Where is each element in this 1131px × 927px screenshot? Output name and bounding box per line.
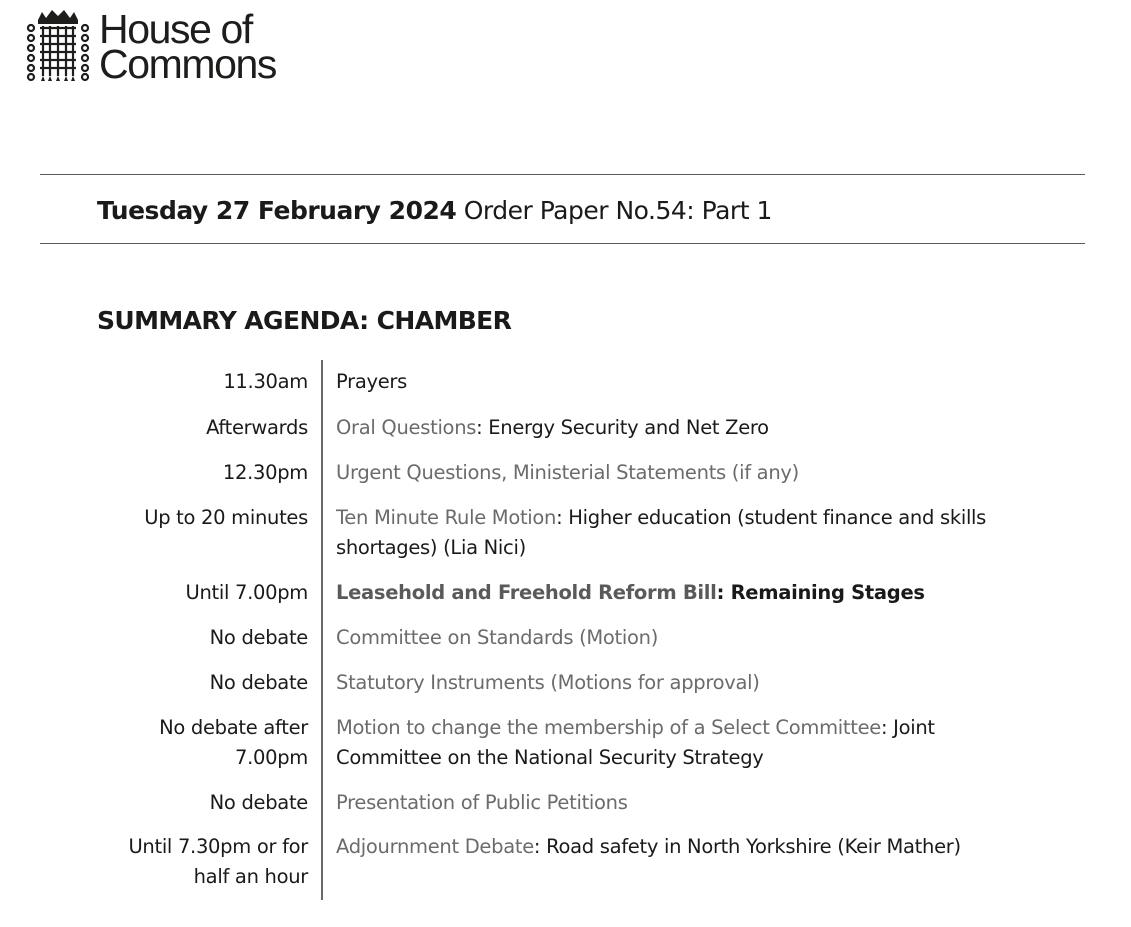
agenda-separator: :	[476, 416, 489, 439]
agenda-divider	[321, 360, 323, 900]
agenda-business-link[interactable]: Urgent Questions, Ministerial Statements (if any)	[336, 461, 799, 484]
agenda-business-link[interactable]: Motion to change the membership of a Select Committee	[336, 716, 881, 739]
agenda-separator: :	[533, 835, 547, 858]
agenda-time: No debate	[209, 671, 308, 694]
agenda-subject: Higher education (student finance and skills shortages) (Lia Nici)	[336, 506, 987, 559]
top-rule	[40, 174, 1085, 175]
logo-wordmark	[99, 6, 277, 87]
agenda-business-link[interactable]: Committee on Standards (Motion)	[336, 626, 659, 649]
agenda-business-link[interactable]: Oral Questions	[336, 416, 477, 439]
agenda-time: Afterwards	[206, 416, 308, 439]
agenda-item	[336, 668, 1026, 698]
agenda-item	[336, 413, 1026, 443]
agenda-subject: Road safety in North Yorkshire (Keir Mather)	[546, 835, 961, 858]
agenda-business-link[interactable]: Statutory Instruments (Motions for approval)	[336, 671, 760, 694]
logo-line-2: Commons	[99, 41, 277, 87]
bottom-rule	[40, 243, 1085, 244]
agenda-time: 12.30pm	[222, 461, 308, 484]
logo-line-1: House of	[99, 6, 252, 52]
section-heading: SUMMARY AGENDA: CHAMBER	[97, 306, 512, 335]
agenda-time: No debate	[209, 626, 308, 649]
order-paper-date: Tuesday 27 February 2024	[97, 196, 457, 225]
agenda-separator: :	[716, 581, 731, 604]
agenda-separator: :	[880, 716, 894, 739]
agenda-time: Until 7.30pm or for half an hour	[128, 835, 308, 888]
agenda-subject: Remaining Stages	[730, 581, 925, 604]
agenda-item	[336, 458, 1026, 488]
agenda-business-link[interactable]: Ten Minute Rule Motion	[336, 506, 557, 529]
agenda-item	[336, 503, 1016, 563]
agenda-item	[336, 367, 1026, 397]
agenda-item	[336, 713, 1016, 773]
agenda-item	[336, 832, 966, 862]
order-paper-number: Order Paper No.54: Part 1	[463, 196, 772, 225]
agenda-separator: :	[556, 506, 569, 529]
agenda-subject: Joint Committee on the National Security Strategy	[336, 716, 935, 769]
agenda-time: Up to 20 minutes	[144, 506, 308, 529]
agenda-business-link[interactable]: Presentation of Public Petitions	[336, 791, 628, 814]
agenda-business-link[interactable]: Leasehold and Freehold Reform Bill	[336, 581, 717, 604]
agenda-time: No debate after 7.00pm	[159, 716, 308, 769]
agenda-business-link[interactable]: Adjournment Debate	[336, 835, 534, 858]
agenda-item	[336, 578, 1026, 608]
page-title	[97, 194, 772, 228]
agenda-item	[336, 788, 1026, 818]
portcullis-icon	[26, 10, 90, 82]
agenda-time: No debate	[209, 791, 308, 814]
agenda-subject: Energy Security and Net Zero	[488, 416, 769, 439]
agenda-time: 11.30am	[223, 370, 308, 393]
agenda-item	[336, 623, 1026, 653]
agenda-business: Prayers	[336, 370, 407, 393]
agenda-time: Until 7.00pm	[185, 581, 308, 604]
